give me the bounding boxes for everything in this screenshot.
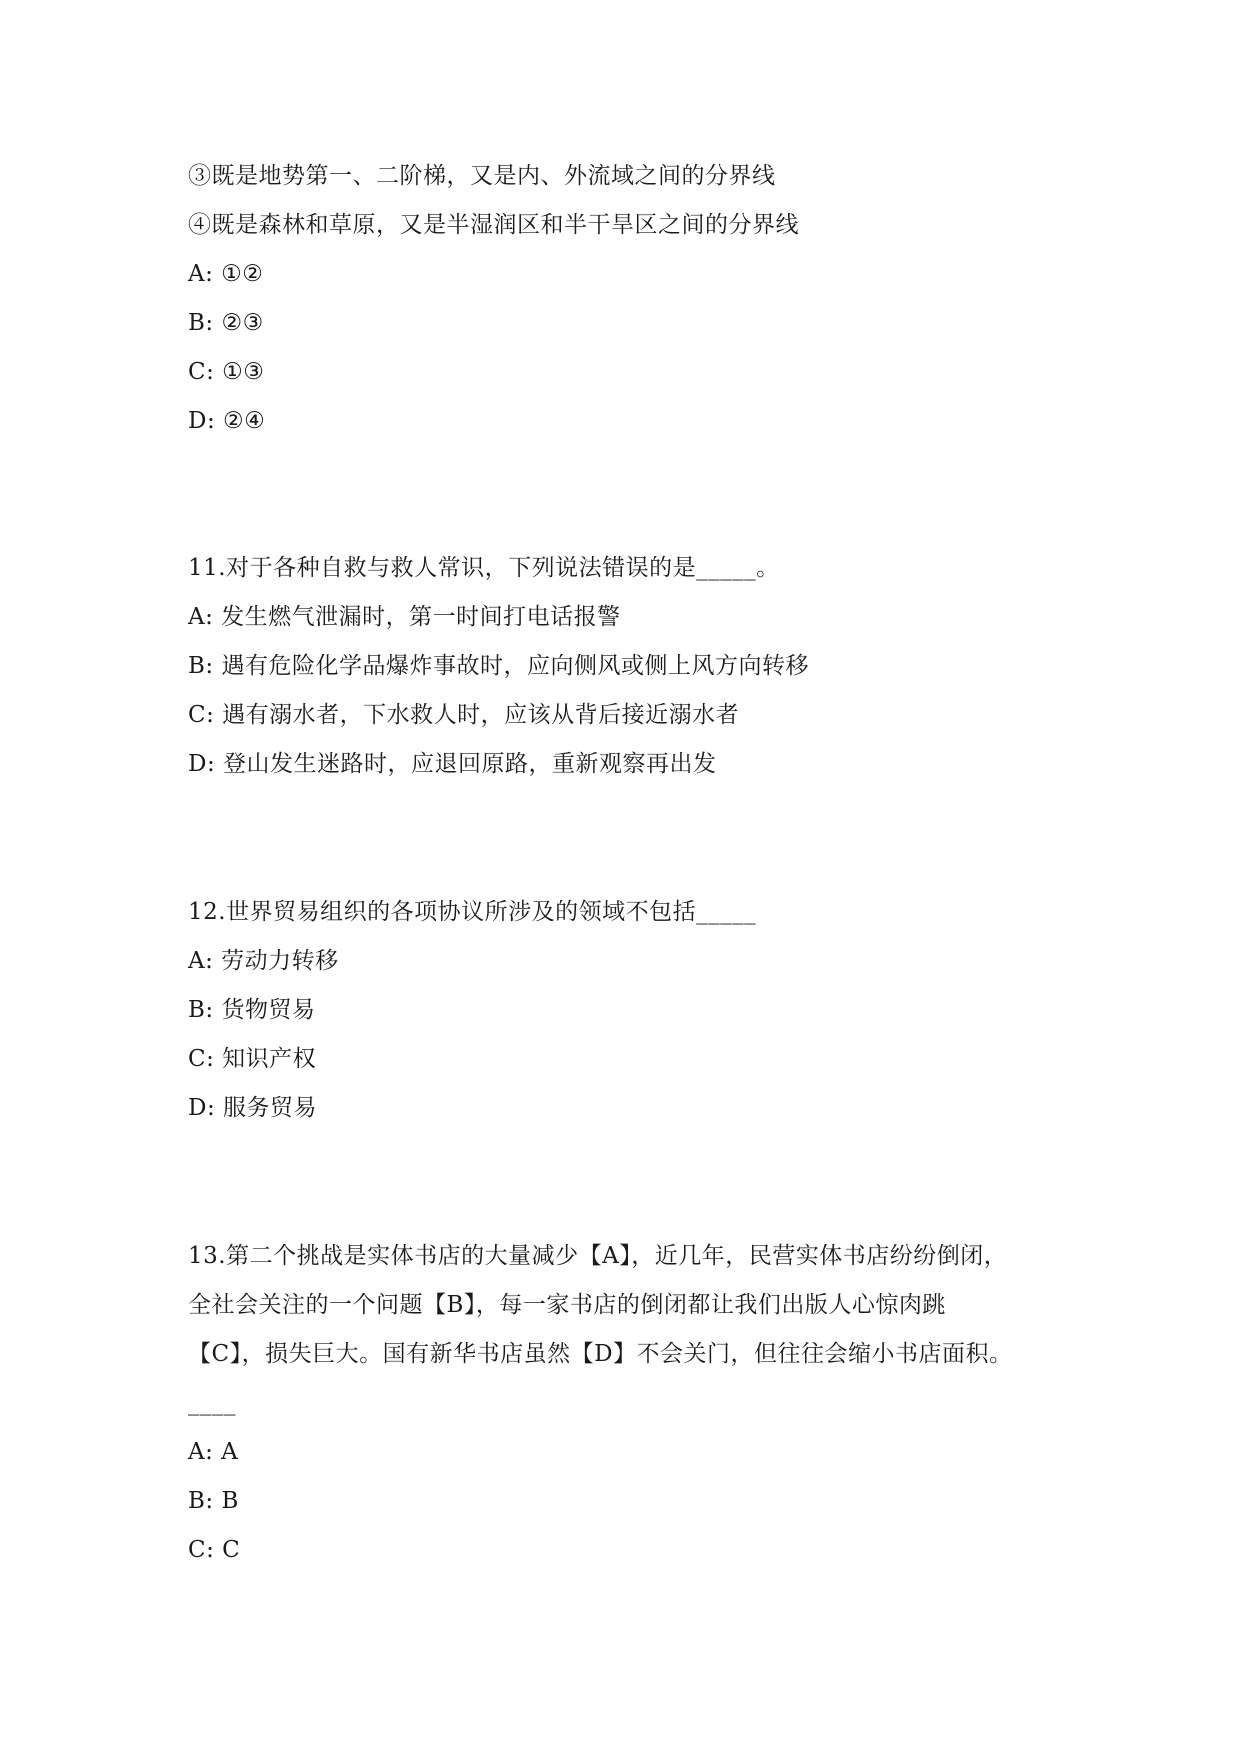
option-a: A: A xyxy=(188,1439,239,1465)
option-b: B: ②③ xyxy=(188,310,264,336)
question-13-stem-line-2: 全社会关注的一个问题【B】，每一家书店的倒闭都让我们出版人心惊肉跳 xyxy=(188,1292,946,1318)
question-13 xyxy=(188,1232,1068,1575)
question-11 xyxy=(188,544,1068,789)
option-c: C: 遇有溺水者，下水救人时，应该从背后接近溺水者 xyxy=(188,702,740,728)
option-d: D: 登山发生迷路时，应退回原路，重新观察再出发 xyxy=(188,751,717,777)
option-c: C: ①③ xyxy=(188,359,265,385)
option-d: D: ②④ xyxy=(188,408,266,434)
option-b: B: 遇有危险化学品爆炸事故时，应向侧风或侧上风方向转移 xyxy=(188,653,809,679)
question-12-stem: 12.世界贸易组织的各项协议所涉及的领域不包括_____ xyxy=(188,899,757,925)
exam-page xyxy=(188,152,1068,1575)
option-d: D: 服务贸易 xyxy=(188,1095,318,1121)
statement-4: ④既是森林和草原，又是半湿润区和半干旱区之间的分界线 xyxy=(188,212,799,238)
option-a: A: ①② xyxy=(188,261,264,287)
option-c: C: C xyxy=(188,1537,241,1563)
option-a: A: 发生燃气泄漏时，第一时间打电话报警 xyxy=(188,604,621,630)
option-b: B: 货物贸易 xyxy=(188,997,316,1023)
prev-question xyxy=(188,152,1068,446)
question-13-stem-line-1: 13.第二个挑战是实体书店的大量减少【A】，近几年，民营实体书店纷纷倒闭， xyxy=(188,1243,1008,1269)
question-13-stem-line-3: 【C】，损失巨大。国有新华书店虽然【D】不会关门，但往往会缩小书店面积。 xyxy=(188,1341,1013,1367)
question-11-stem: 11.对于各种自救与救人常识，下列说法错误的是_____。 xyxy=(188,555,780,581)
option-c: C: 知识产权 xyxy=(188,1046,317,1072)
statement-3: ③既是地势第一、二阶梯，又是内、外流域之间的分界线 xyxy=(188,163,776,189)
option-a: A: 劳动力转移 xyxy=(188,948,339,974)
question-13-answer-blank: ____ xyxy=(188,1390,236,1416)
question-12 xyxy=(188,888,1068,1133)
option-b: B: B xyxy=(188,1488,239,1514)
